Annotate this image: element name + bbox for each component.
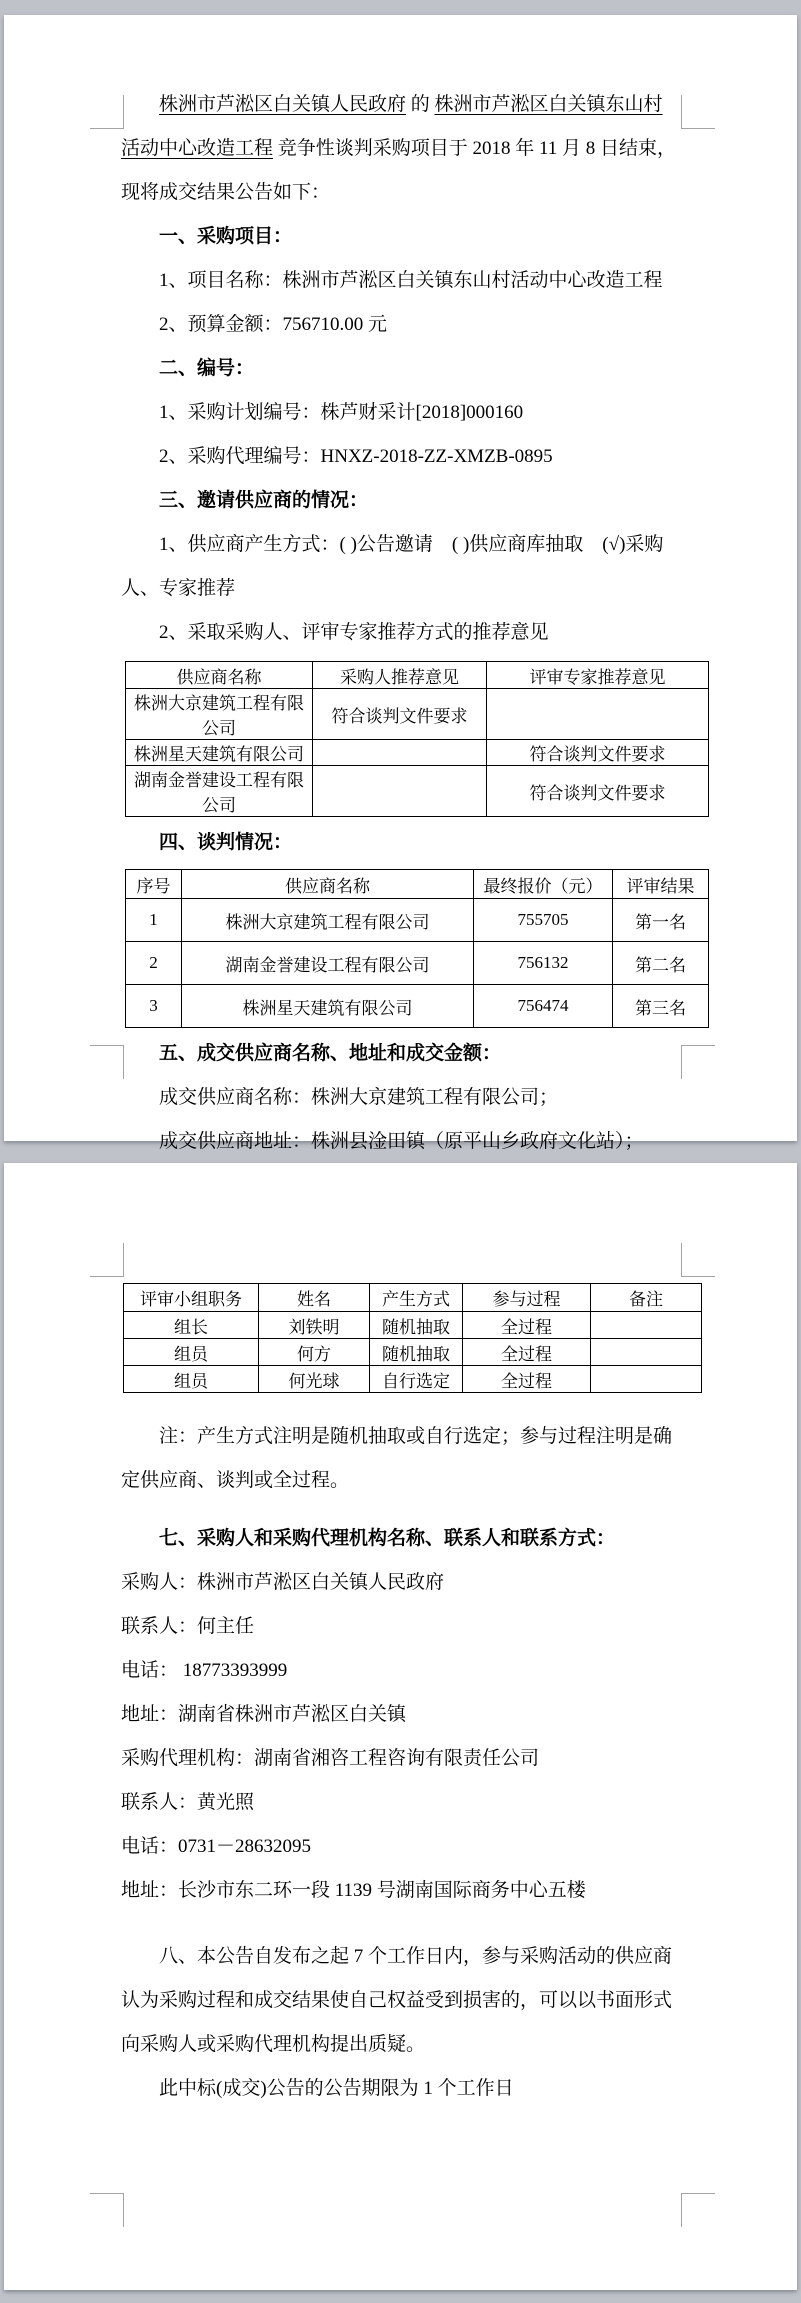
column-header: 参与过程: [463, 1284, 591, 1312]
table-cell: 1: [126, 899, 182, 942]
table-cell: 随机抽取: [370, 1339, 463, 1366]
table-cell: 何方: [259, 1339, 370, 1366]
section-8-paragraph: 八、本公告自发布之起 7 个工作日内，参与采购活动的供应商认为采购过程和成交结果使自己权益受到损害的，可以以书面形式向采购人或采购代理机构提出质疑。: [121, 1946, 673, 2055]
table-header-row: [124, 1284, 702, 1312]
table-row: [126, 689, 709, 740]
table-cell: 株洲星天建筑有限公司: [126, 740, 313, 766]
column-header: 姓名: [259, 1284, 370, 1312]
section-2-title: 二、编号：: [159, 358, 255, 379]
table-cell: 湖南金誉建设工程有限公司: [182, 942, 474, 985]
margin-corner-mark: [90, 1243, 124, 1277]
agency-line: 采购代理机构：湖南省湘咨工程咨询有限责任公司: [121, 1748, 540, 1769]
table-cell: 湖南金誉建设工程有限公司: [126, 766, 313, 817]
section-1-title: 一、采购项目：: [159, 226, 293, 247]
section-3-item-2: 2、采取采购人、评审专家推荐方式的推荐意见: [159, 622, 549, 643]
margin-corner-mark: [681, 1243, 715, 1277]
intro-connector: 的: [406, 94, 435, 115]
buyer-contact-line: 联系人：何主任: [121, 1616, 255, 1637]
column-header: 供应商名称: [126, 662, 313, 689]
column-header: 采购人推荐意见: [313, 662, 487, 689]
table-cell: 第三名: [613, 985, 709, 1028]
column-header: 最终报价（元）: [474, 870, 613, 899]
table-cell: 755705: [474, 899, 613, 942]
column-header: 评审小组职务: [124, 1284, 259, 1312]
section-2-item-1: 1、采购计划编号：株芦财采计[2018]000160: [159, 402, 524, 423]
table-cell: 组员: [124, 1366, 259, 1393]
negotiation-result-table: [125, 869, 709, 1028]
column-header: 序号: [126, 870, 182, 899]
table-header-row: [126, 870, 709, 899]
section-5-title: 五、成交供应商名称、地址和成交金额：: [159, 1043, 502, 1064]
table-cell: 符合谈判文件要求: [313, 689, 487, 740]
table-cell: 何光球: [259, 1366, 370, 1393]
table-row: [126, 942, 709, 985]
table-row: [124, 1366, 702, 1393]
table-cell: 2: [126, 942, 182, 985]
margin-corner-mark: [681, 95, 715, 129]
table-cell: 第二名: [613, 942, 709, 985]
table-cell: 符合谈判文件要求: [487, 766, 709, 817]
closing-line: 此中标(成交)公告的公告期限为 1 个工作日: [159, 2078, 514, 2099]
table-cell: [591, 1312, 702, 1339]
table-cell: [313, 740, 487, 766]
table-row: [124, 1312, 702, 1339]
agency-phone-line: 电话：0731－28632095: [121, 1836, 312, 1857]
column-header: 产生方式: [370, 1284, 463, 1312]
table-cell: 3: [126, 985, 182, 1028]
table-cell: 株洲星天建筑有限公司: [182, 985, 474, 1028]
table-cell: 756132: [474, 942, 613, 985]
table-row: [126, 985, 709, 1028]
table-row: [124, 1339, 702, 1366]
table-cell: 自行选定: [370, 1366, 463, 1393]
table-cell: 株洲大京建筑工程有限公司: [182, 899, 474, 942]
table-row: [126, 766, 709, 817]
table-cell: 组长: [124, 1312, 259, 1339]
table-cell: [591, 1339, 702, 1366]
intro-paragraph: [121, 83, 681, 215]
document-page-1: [4, 15, 797, 1152]
section-2-item-2: 2、采购代理编号：HNXZ-2018-ZZ-XMZB-0895: [159, 446, 553, 467]
column-header: 供应商名称: [182, 870, 474, 899]
table-cell: 全过程: [463, 1312, 591, 1339]
agency-address-line: 地址：长沙市东二环一段 1139 号湖南国际商务中心五楼: [121, 1880, 586, 1901]
table-row: [126, 899, 709, 942]
table-header-row: [126, 662, 709, 689]
section-1-item-2: 2、预算金额：756710.00 元: [159, 314, 388, 335]
margin-corner-mark: [681, 1045, 715, 1079]
section-4-title: 四、谈判情况：: [159, 832, 293, 853]
section-3-title: 三、邀请供应商的情况：: [159, 490, 369, 511]
table-cell: 株洲大京建筑工程有限公司: [126, 689, 313, 740]
buyer-line: 采购人：株洲市芦淞区白关镇人民政府: [121, 1572, 445, 1593]
panel-note: 注：产生方式注明是随机抽取或自行选定；参与过程注明是确定供应商、谈判或全过程。: [121, 1426, 673, 1491]
table-row: [126, 740, 709, 766]
section-3-item-1: 1、供应商产生方式：( )公告邀请 ( )供应商库抽取 (√)采购人、专家推荐: [121, 534, 664, 599]
recommendation-table: [125, 661, 709, 817]
buyer-address-line: 地址：湖南省株洲市芦淞区白关镇: [121, 1704, 407, 1725]
evaluation-panel-table: [123, 1283, 702, 1393]
intro-rest: 竞争性谈判采购项目于 2018 年 11 月 8 日结束，现将成交结果公告如下：: [121, 138, 677, 203]
section-1-item-1: 1、项目名称：株洲市芦淞区白关镇东山村活动中心改造工程: [159, 270, 663, 291]
column-header: 备注: [591, 1284, 702, 1312]
buyer-name-underlined: 株洲市芦淞区白关镇人民政府: [159, 94, 407, 115]
table-cell: 随机抽取: [370, 1312, 463, 1339]
buyer-phone-line: 电话： 18773393999: [121, 1660, 288, 1681]
margin-corner-mark: [681, 2193, 715, 2227]
table-cell: 组员: [124, 1339, 259, 1366]
table-cell: 刘铁明: [259, 1312, 370, 1339]
project-name-underlined: 株洲市芦淞区白关镇东山村活动中心改造工程: [121, 94, 663, 159]
agency-contact-line: 联系人：黄光照: [121, 1792, 255, 1813]
table-cell: 全过程: [463, 1366, 591, 1393]
column-header: 评审结果: [613, 870, 709, 899]
table-cell: [313, 766, 487, 817]
table-cell: [487, 689, 709, 740]
section-7-title: 七、采购人和采购代理机构名称、联系人和联系方式：: [159, 1528, 616, 1549]
section-5-item-2: 成交供应商地址：株洲县淦田镇（原平山乡政府文化站）；: [159, 1131, 644, 1152]
margin-corner-mark: [90, 2193, 124, 2227]
margin-corner-mark: [90, 95, 124, 129]
table-cell: 756474: [474, 985, 613, 1028]
table-cell: [591, 1366, 702, 1393]
table-cell: 第一名: [613, 899, 709, 942]
margin-corner-mark: [90, 1045, 124, 1079]
table-cell: 全过程: [463, 1339, 591, 1366]
table-cell: 符合谈判文件要求: [487, 740, 709, 766]
document-page-2: [4, 1163, 797, 2290]
section-5-item-1: 成交供应商名称：株洲大京建筑工程有限公司；: [159, 1087, 559, 1108]
column-header: 评审专家推荐意见: [487, 662, 709, 689]
